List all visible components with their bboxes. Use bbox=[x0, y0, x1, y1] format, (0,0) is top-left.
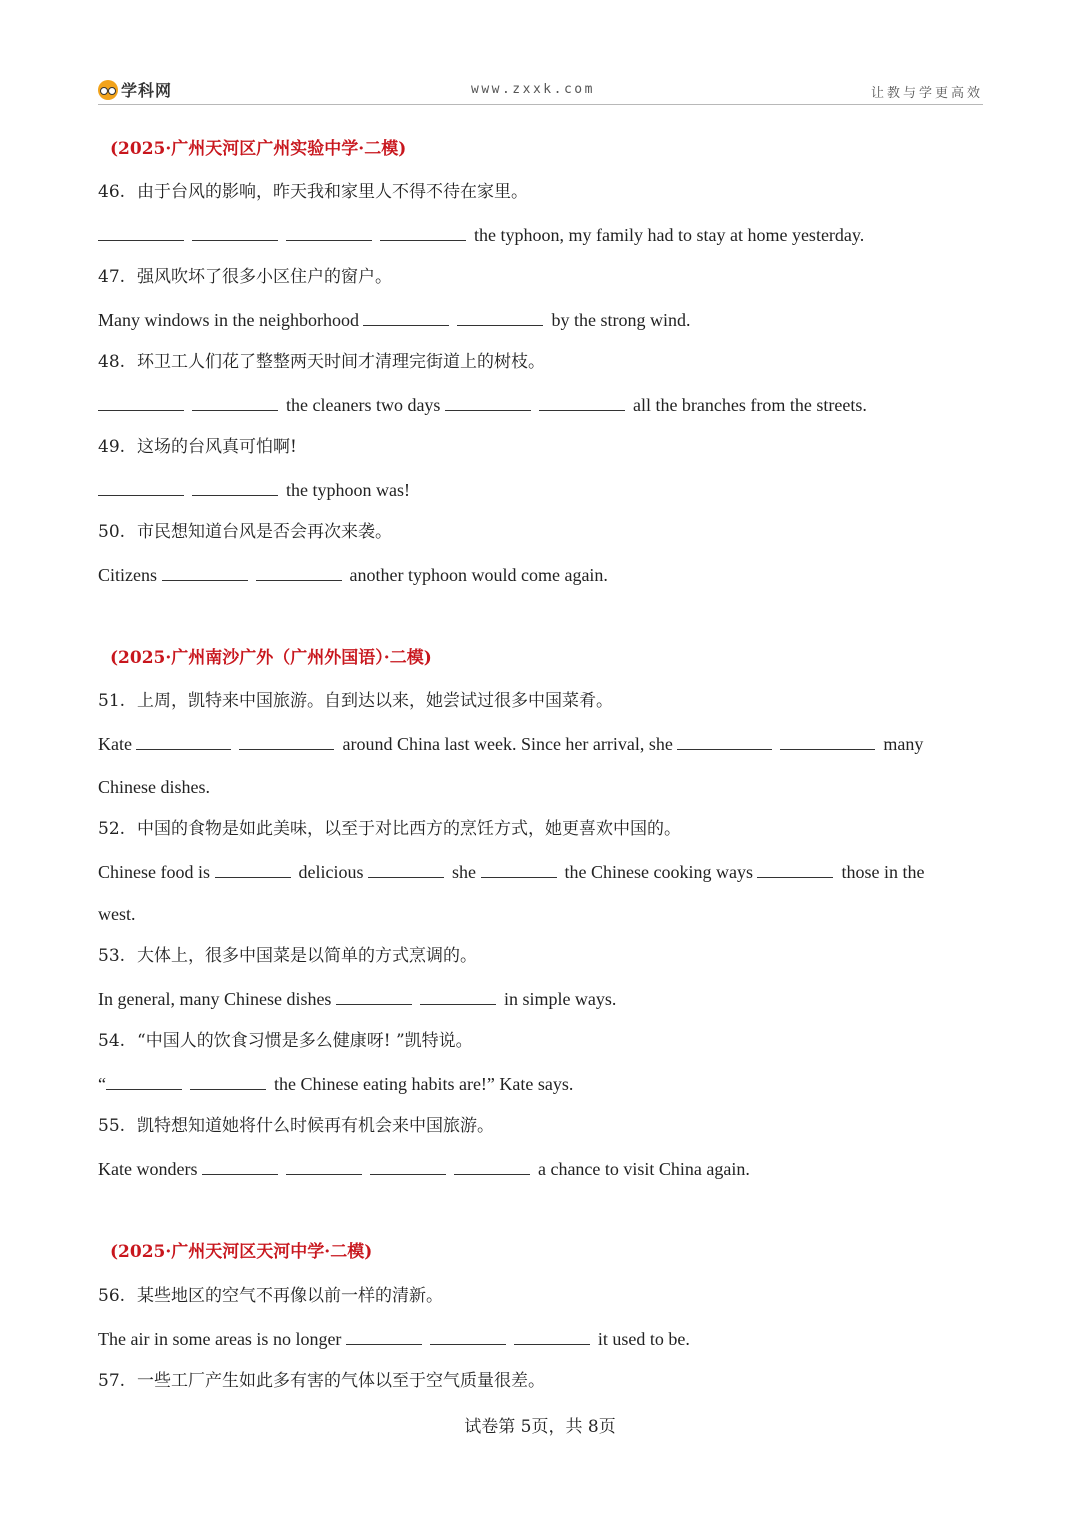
answer-text: In general, many Chinese dishes bbox=[98, 989, 332, 1009]
answer-text: Chinese food is bbox=[98, 862, 210, 882]
answer-text: the Chinese eating habits are!” Kate says. bbox=[274, 1074, 574, 1094]
answer-text: delicious bbox=[298, 862, 364, 882]
question-cn bbox=[98, 436, 297, 458]
site-url[interactable]: www.zxxk.com bbox=[471, 82, 595, 97]
answer-blank[interactable] bbox=[363, 309, 449, 326]
answer-blank[interactable] bbox=[481, 861, 557, 878]
answer-text: Chinese dishes. bbox=[98, 777, 210, 797]
question-number: 48. bbox=[98, 352, 126, 372]
answer-blank[interactable] bbox=[454, 1158, 530, 1175]
answer-text: Kate wonders bbox=[98, 1159, 198, 1179]
answer-text: west. bbox=[98, 904, 136, 924]
answer-blank[interactable] bbox=[757, 861, 833, 878]
answer-text: the typhoon, my family had to stay at home yesterday. bbox=[474, 225, 865, 245]
question-number: 53. bbox=[98, 946, 126, 966]
answer-blank[interactable] bbox=[98, 479, 184, 496]
question-text: 上周，凯特来中国旅游。自到达以来，她尝试过很多中国菜肴。 bbox=[137, 691, 614, 711]
question-cn bbox=[98, 181, 528, 203]
answer-blank[interactable] bbox=[192, 224, 278, 241]
answer-line bbox=[98, 224, 864, 246]
answer-blank[interactable] bbox=[192, 479, 278, 496]
answer-text: many bbox=[883, 734, 924, 754]
answer-text: The air in some areas is no longer bbox=[98, 1329, 342, 1349]
answer-line bbox=[98, 564, 608, 586]
answer-text: by the strong wind. bbox=[551, 310, 691, 330]
question-text: “中国人的饮食习惯是多么健康呀! ”凯特说。 bbox=[137, 1031, 473, 1051]
answer-line bbox=[98, 733, 923, 755]
question-cn bbox=[98, 1030, 473, 1052]
answer-blank[interactable] bbox=[368, 861, 444, 878]
question-cn bbox=[98, 351, 545, 373]
question-number: 46. bbox=[98, 182, 126, 202]
answer-line bbox=[98, 1158, 750, 1180]
question-text: 某些地区的空气不再像以前一样的清新。 bbox=[137, 1286, 444, 1306]
question-cn bbox=[98, 266, 392, 288]
question-cn bbox=[98, 1285, 443, 1307]
answer-line bbox=[98, 479, 410, 501]
answer-blank[interactable] bbox=[445, 394, 531, 411]
question-cn bbox=[98, 521, 392, 543]
answer-blank[interactable] bbox=[239, 733, 334, 750]
answer-text: it used to be. bbox=[597, 1329, 690, 1349]
answer-blank[interactable] bbox=[430, 1328, 506, 1345]
answer-text: Many windows in the neighborhood bbox=[98, 310, 359, 330]
question-text: 大体上，很多中国菜是以简单的方式烹调的。 bbox=[137, 946, 478, 966]
question-number: 56. bbox=[98, 1286, 126, 1306]
question-number: 52. bbox=[98, 819, 126, 839]
slogan: 让教与学更高效 bbox=[870, 86, 983, 101]
answer-line-cont bbox=[98, 776, 210, 798]
question-text: 这场的台风真可怕啊! bbox=[137, 437, 297, 457]
question-number: 50. bbox=[98, 522, 126, 542]
question-cn bbox=[98, 945, 477, 967]
question-cn bbox=[98, 818, 681, 840]
answer-blank[interactable] bbox=[98, 224, 184, 241]
answer-line bbox=[98, 861, 924, 883]
answer-text: Kate bbox=[98, 734, 132, 754]
logo-text: 学科网 bbox=[121, 81, 173, 100]
question-number: 49. bbox=[98, 437, 126, 457]
logo[interactable] bbox=[98, 78, 172, 101]
answer-text: the cleaners two days bbox=[286, 395, 441, 415]
answer-blank[interactable] bbox=[420, 988, 496, 1005]
answer-blank[interactable] bbox=[370, 1158, 446, 1175]
question-text: 由于台风的影响，昨天我和家里人不得不待在家里。 bbox=[137, 182, 529, 202]
answer-blank[interactable] bbox=[136, 733, 231, 750]
question-number: 47. bbox=[98, 267, 126, 287]
answer-line bbox=[98, 1328, 690, 1350]
answer-text: “ bbox=[98, 1074, 106, 1094]
question-text: 一些工厂产生如此多有害的气体以至于空气质量很差。 bbox=[137, 1371, 546, 1391]
question-number: 51. bbox=[98, 691, 126, 711]
answer-blank[interactable] bbox=[215, 861, 291, 878]
question-cn bbox=[98, 1370, 545, 1392]
answer-blank[interactable] bbox=[346, 1328, 422, 1345]
answer-blank[interactable] bbox=[336, 988, 412, 1005]
answer-text: another typhoon would come again. bbox=[349, 565, 608, 585]
answer-blank[interactable] bbox=[98, 394, 184, 411]
answer-text: the Chinese cooking ways bbox=[564, 862, 753, 882]
answer-text: the typhoon was! bbox=[286, 480, 410, 500]
answer-text: Citizens bbox=[98, 565, 157, 585]
answer-text: a chance to visit China again. bbox=[537, 1159, 750, 1179]
answer-blank[interactable] bbox=[106, 1073, 182, 1090]
answer-blank[interactable] bbox=[514, 1328, 590, 1345]
question-number: 57. bbox=[98, 1371, 126, 1391]
question-cn bbox=[98, 690, 613, 712]
question-number: 55. bbox=[98, 1116, 126, 1136]
answer-line bbox=[98, 394, 867, 416]
answer-blank[interactable] bbox=[780, 733, 875, 750]
question-text: 市民想知道台风是否会再次来袭。 bbox=[137, 522, 393, 542]
question-cn bbox=[98, 1115, 494, 1137]
owl-logo-icon bbox=[98, 80, 118, 100]
answer-line bbox=[98, 309, 690, 331]
answer-blank[interactable] bbox=[190, 1073, 266, 1090]
question-text: 中国的食物是如此美味，以至于对比西方的烹饪方式，她更喜欢中国的。 bbox=[137, 819, 682, 839]
answer-blank[interactable] bbox=[457, 309, 543, 326]
answer-text: all the branches from the streets. bbox=[632, 395, 867, 415]
answer-blank[interactable] bbox=[380, 224, 466, 241]
answer-blank[interactable] bbox=[539, 394, 625, 411]
answer-text: those in the bbox=[841, 862, 925, 882]
answer-blank[interactable] bbox=[202, 1158, 278, 1175]
answer-blank[interactable] bbox=[256, 564, 342, 581]
section-source: (2025·广州天河区天河中学·二模) bbox=[110, 1242, 373, 1262]
question-text: 强风吹坏了很多小区住户的窗户。 bbox=[137, 267, 393, 287]
answer-text: around China last week. Since her arrival, she bbox=[342, 734, 673, 754]
answer-blank[interactable] bbox=[162, 564, 248, 581]
answer-blank[interactable] bbox=[677, 733, 772, 750]
question-number: 54. bbox=[98, 1031, 126, 1051]
answer-line bbox=[98, 1073, 573, 1095]
answer-text: in simple ways. bbox=[503, 989, 617, 1009]
answer-line-cont bbox=[98, 903, 136, 925]
section-source: (2025·广州天河区广州实验中学·二模) bbox=[110, 139, 407, 159]
answer-blank[interactable] bbox=[192, 394, 278, 411]
question-text: 环卫工人们花了整整两天时间才清理完街道上的树枝。 bbox=[137, 352, 546, 372]
section-source: (2025·广州南沙广外（广州外国语）·二模) bbox=[110, 648, 432, 668]
answer-text: she bbox=[452, 862, 476, 882]
question-text: 凯特想知道她将什么时候再有机会来中国旅游。 bbox=[137, 1116, 495, 1136]
answer-line bbox=[98, 988, 616, 1010]
answer-blank[interactable] bbox=[286, 224, 372, 241]
page-header bbox=[98, 74, 983, 105]
page-footer: 试卷第 5页，共 8页 bbox=[464, 1417, 616, 1437]
answer-blank[interactable] bbox=[286, 1158, 362, 1175]
